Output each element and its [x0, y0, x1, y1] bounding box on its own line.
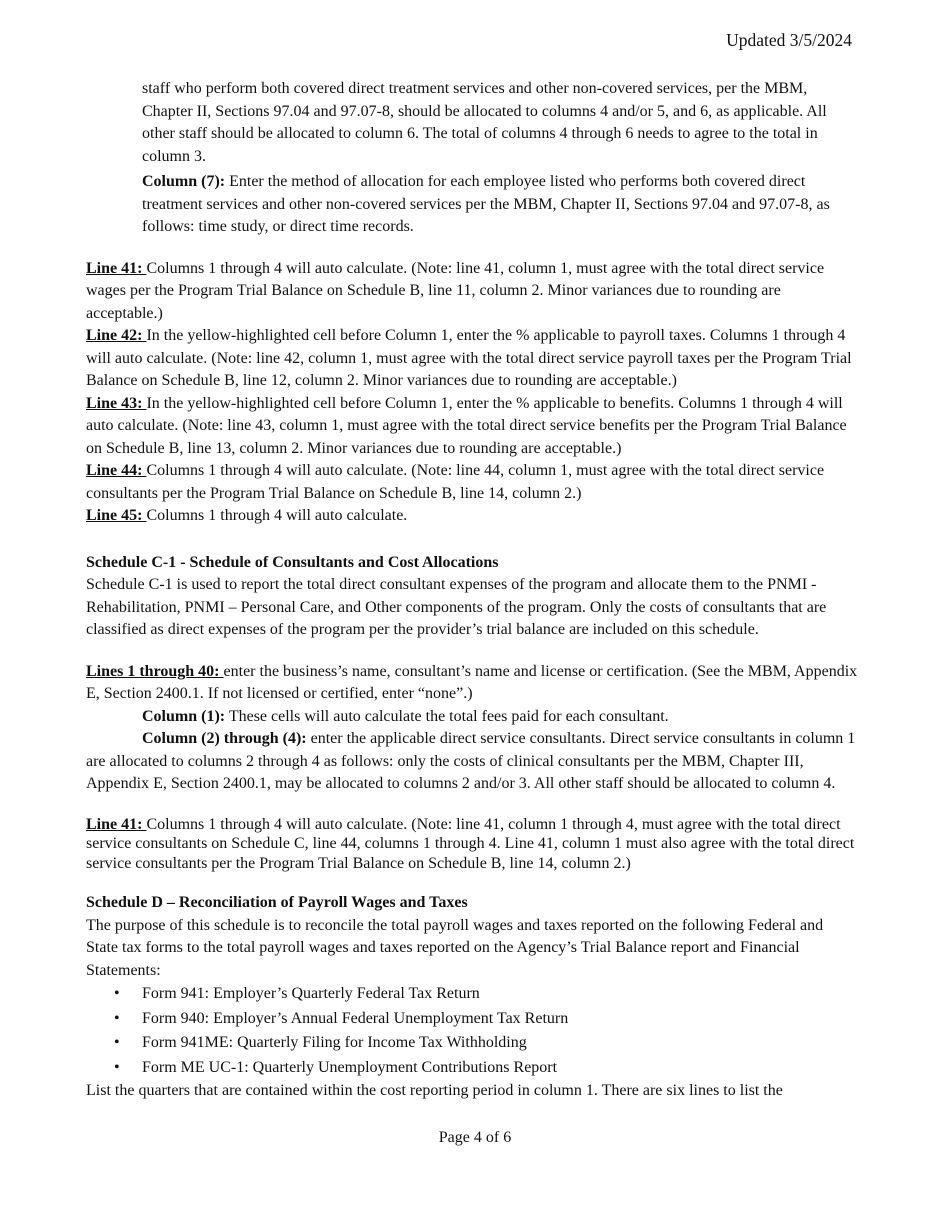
c1-columns-2-4-label: Column (2) through (4): — [142, 730, 307, 747]
line-41-text: Columns 1 through 4 will auto calculate. (Note: line 41, column 1, must agree with the total direct service wages per the Program Trial Balance on Schedule B, line 11, column 2. Minor variances due to rounding are acceptable.) — [86, 259, 825, 322]
line-44-text: Columns 1 through 4 will auto calculate. (Note: line 44, column 1, must agree with the total direct service consultants per the Program Trial Balance on Schedule B, line 14, column 2.) — [86, 462, 825, 502]
schedule-d-closing: List the quarters that are contained within the cost reporting period in column 1. There are six lines to list the — [86, 1082, 783, 1099]
schedule-c1-heading: Schedule C-1 - Schedule of Consultants and Cost Allocations — [86, 553, 499, 571]
c1-column-1-paragraph — [142, 706, 858, 729]
line-44-label: Line 44: — [86, 462, 147, 479]
line-42-text: In the yellow-highlighted cell before Column 1, enter the % applicable to payroll taxes. Columns 1 through 4 will auto calculate. (Note: line 42, column 1, must agree with the total direct service payroll taxes per the Program Trial Balance on Schedule B, line 12, column 2. Minor variances due to rounding are acceptable.) — [86, 327, 852, 389]
form-941me: Form 941ME: Quarterly Filing for Income Tax Withholding — [142, 1034, 527, 1051]
schedule-d-intro: The purpose of this schedule is to reconcile the total payroll wages and taxes reported on the following Federal and State tax forms to the total payroll wages and taxes reported on the Agency’s Trial Balance report and Financial Statements: — [86, 916, 824, 979]
tax-forms-list — [86, 982, 858, 1080]
bullet-icon: • — [114, 985, 120, 1002]
form-941: Form 941: Employer’s Quarterly Federal Tax Return — [142, 985, 480, 1002]
schedule-c-lines — [86, 258, 858, 528]
column-7-text: Enter the method of allocation for each employee listed who performs both covered direct treatment services and other non-covered services per the MBM, Chapter II, Sections 97.04 and 97.07-8, as follows: time study, or direct time records. — [142, 173, 830, 235]
column-7-label: Column (7): — [142, 173, 226, 190]
column-7-paragraph — [142, 171, 858, 239]
c1-column-1-text: These cells will auto calculate the total fees paid for each consultant. — [225, 707, 669, 725]
continued-paragraph: staff who perform both covered direct treatment services and other non-covered services, per the MBM, Chapter II, Sections 97.04 and 97.07-8, should be allocated to columns 4 and/or 5, and 6, as applicable. All other staff should be allocated to column 6. The total of columns 4 through 6 needs to agree to the total in column 3. — [142, 80, 827, 165]
line-45-label: Line 45: — [86, 507, 147, 524]
page-body — [86, 78, 858, 1103]
c1-line-41-label: Line 41: — [86, 815, 147, 833]
bullet-icon: • — [114, 1009, 120, 1027]
c1-columns-2-4-text: enter the applicable direct service consultants. Direct service consultants in column 1 are allocated to columns 2 through 4 as follows: only the costs of clinical consultants per the MBM, Chapter III, Appendix E, Section 2400.1, may be allocated to columns 2 and/or 3. All other staff should be allocated to column 4. — [86, 730, 856, 792]
list-item — [86, 1031, 858, 1056]
schedule-c1-intro: Schedule C-1 is used to report the total direct consultant expenses of the program and allocate them to the PNMI -Rehabilitation, PNMI – Personal Care, and Other components of the program. Only the costs of consultants that are classified as direct expenses of the program per the provider’s trial balance are included on this schedule. — [86, 576, 827, 638]
c1-columns-2-4-paragraph — [86, 728, 858, 796]
c1-line-41-paragraph — [86, 815, 858, 874]
c1-lines-text: enter the business’s name, consultant’s name and license or certification. (See the MBM, Appendix E, Section 2400.1. If not licensed or certified, enter “none”.) — [86, 662, 858, 702]
line-45-text: Columns 1 through 4 will auto calculate. — [146, 507, 408, 524]
page-number: Page 4 of 6 — [438, 1129, 512, 1146]
schedule-d-heading: Schedule D – Reconciliation of Payroll Wages and Taxes — [86, 894, 468, 911]
line-41-paragraph — [86, 258, 858, 326]
c1-lines-paragraph — [86, 661, 858, 706]
bullet-icon: • — [114, 1034, 120, 1051]
line-42-label: Line 42: — [86, 327, 147, 344]
line-43-label: Line 43: — [86, 394, 147, 412]
updated-date: Updated 3/5/2024 — [726, 30, 852, 50]
line-43-text: In the yellow-highlighted cell before Column 1, enter the % applicable to benefits. Columns 1 through 4 will auto calculate. (Note: line 43, column 1, must agree with the total direct service benefits per the Program Trial Balance on Schedule B, line 13, column 2. Minor variances due to rounding are acceptable.) — [86, 394, 847, 457]
list-item — [86, 982, 858, 1007]
bullet-icon: • — [114, 1058, 120, 1076]
form-940: Form 940: Employer’s Annual Federal Unemployment Tax Return — [142, 1009, 569, 1027]
line-43-paragraph — [86, 393, 858, 461]
line-44-paragraph — [86, 460, 858, 505]
line-45-paragraph — [86, 505, 858, 528]
c1-lines-label: Lines 1 through 40: — [86, 662, 224, 680]
list-item — [86, 1056, 858, 1081]
line-41-label: Line 41: — [86, 259, 147, 277]
c1-column-1-label: Column (1): — [142, 707, 226, 725]
c1-line-41-text: Columns 1 through 4 will auto calculate. (Note: line 41, column 1 through 4, must agree with the total direct service consultants on Schedule C, line 44, columns 1 through 4. Line 41, column 1 must also agree with the total direct service consultants per the Program Trial Balance on Schedule B, line 14, column 2.) — [86, 815, 855, 872]
form-me-uc1: Form ME UC-1: Quarterly Unemployment Contributions Report — [142, 1058, 558, 1076]
line-42-paragraph — [86, 325, 858, 393]
list-item — [86, 1007, 858, 1032]
